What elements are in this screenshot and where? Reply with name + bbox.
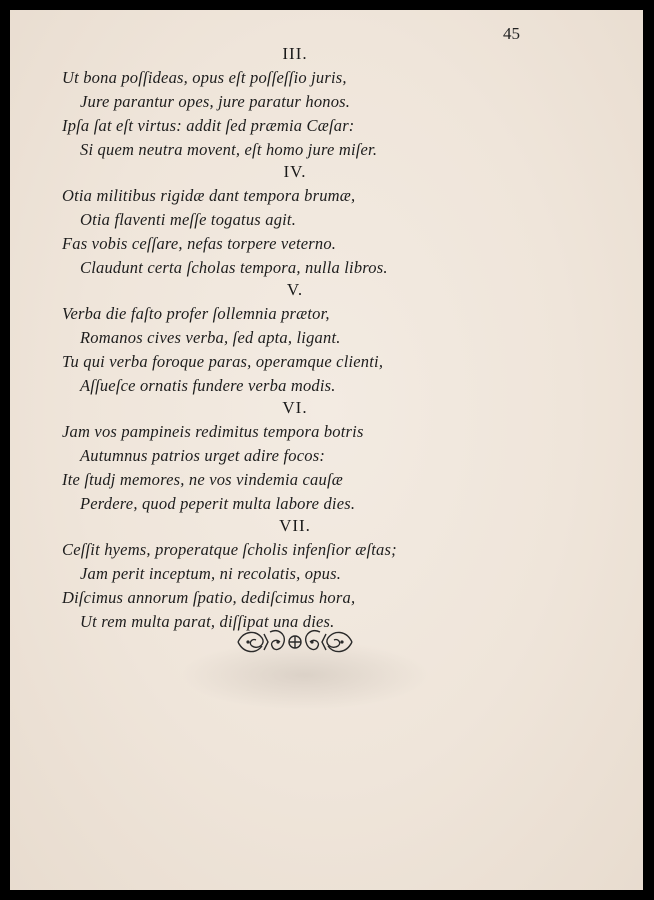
verse-line: Tu qui verba foroque paras, operamque clienti, (62, 352, 384, 371)
stanza-numeral: VI. (282, 398, 308, 417)
verse-line: Claudunt certa ſcholas tempora, nulla libros. (80, 258, 388, 277)
verse-line: Jam vos pampineis redimitus tempora botris (62, 422, 364, 441)
verse-line: Si quem neutra movent, eſt homo jure miſer. (80, 140, 378, 159)
verse-line: Verba die faſto profer ſollemnia prætor, (62, 304, 330, 323)
book-page (10, 10, 643, 890)
verse-line: Jure parantur opes, jure paratur honos. (80, 92, 351, 111)
verse-line: Ut bona poſſideas, opus eſt poſſeſſio juris, (62, 68, 347, 87)
verse-line: Jam perit inceptum, ni recolatis, opus. (80, 564, 342, 583)
verse-line: Perdere, quod peperit multa labore dies. (80, 494, 356, 513)
page-number: 45 (503, 24, 520, 43)
verse-line: Romanos cives verba, ſed apta, ligant. (80, 328, 341, 347)
verse-line: Fas vobis ceſſare, nefas torpere veterno. (62, 234, 337, 253)
stanza-numeral: III. (282, 44, 308, 63)
stanza-numeral: V. (286, 280, 304, 299)
verse-line: Otia militibus rigidæ dant tempora brumæ, (62, 186, 356, 205)
verse-line: Ceſſit hyems, properatque ſcholis infenſior æſtas; (62, 540, 397, 559)
verse-line: Ut rem multa parat, diſſipat una dies. (80, 612, 335, 631)
verse-line: Ite ſtudj memores, ne vos vindemia cauſæ (62, 470, 343, 489)
stanza-numeral: IV. (283, 162, 307, 181)
verse-line: Diſcimus annorum ſpatio, dediſcimus hora, (62, 588, 356, 607)
verse-line: Ipſa ſat eſt virtus: addit ſed præmia Cæſar: (62, 116, 355, 135)
decorative-ornament-icon (234, 624, 356, 660)
verse-line: Autumnus patrios urget adire focos: (80, 446, 326, 465)
verse-line: Aſſueſce ornatis fundere verba modis. (80, 376, 336, 395)
verse-line: Otia flaventi meſſe togatus agit. (80, 210, 297, 229)
stanza-numeral: VII. (279, 516, 311, 535)
